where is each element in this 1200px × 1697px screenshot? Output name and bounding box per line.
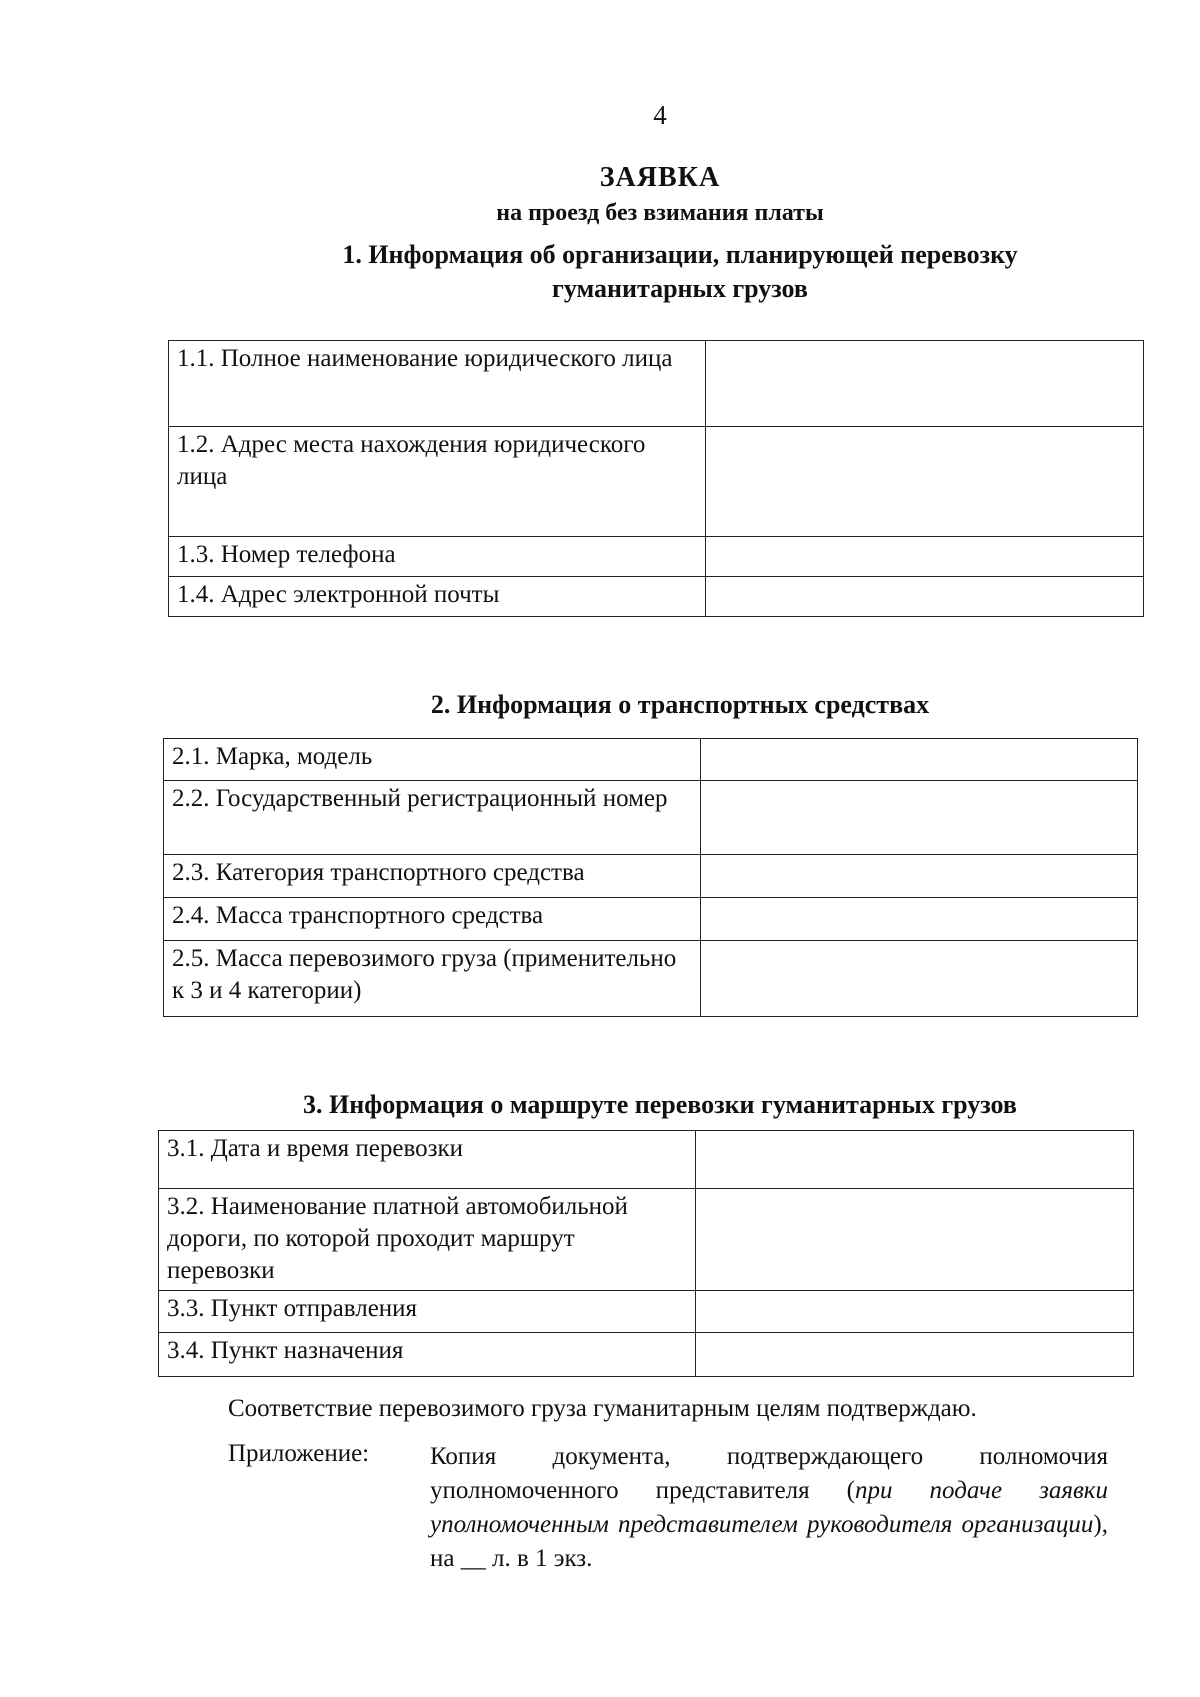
row-label: 2.2. Государственный регистрационный номер — [164, 781, 701, 855]
row-value-field[interactable] — [696, 1131, 1134, 1189]
row-label: 1.1. Полное наименование юридического лица — [169, 341, 706, 427]
row-value-field[interactable] — [706, 577, 1144, 617]
row-label: 2.3. Категория транспортного средства — [164, 855, 701, 898]
table-row — [164, 739, 1138, 781]
row-label: 2.5. Масса перевозимого груза (применительно к 3 и 4 категории) — [164, 941, 701, 1017]
document-subtitle: на проезд без взимания платы — [496, 200, 824, 226]
appendix-label: Приложение: — [228, 1440, 370, 1467]
appendix-text-italic: при подаче заявки уполномоченным представителем руководителя организации — [430, 1477, 1109, 1538]
row-value-field[interactable] — [696, 1189, 1134, 1291]
row-label: 1.3. Номер телефона — [169, 537, 706, 577]
row-value-field[interactable] — [706, 427, 1144, 537]
table-row — [169, 427, 1144, 537]
row-value-field[interactable] — [701, 781, 1138, 855]
row-label: 2.4. Масса транспортного средства — [164, 898, 701, 941]
document-title: ЗАЯВКА — [599, 162, 721, 193]
row-value-field[interactable] — [706, 537, 1144, 577]
section3-table — [158, 1130, 1134, 1377]
appendix-text — [430, 1440, 1108, 1576]
row-value-field[interactable] — [701, 898, 1138, 941]
row-value-field[interactable] — [696, 1291, 1134, 1333]
row-label: 1.2. Адрес места нахождения юридического лица — [169, 427, 706, 537]
row-label: 3.1. Дата и время перевозки — [159, 1131, 696, 1189]
table-row — [164, 941, 1138, 1017]
row-value-field[interactable] — [701, 855, 1138, 898]
section3-heading: 3. Информация о маршруте перевозки гуманитарных грузов — [303, 1090, 1017, 1119]
section1-table — [168, 340, 1144, 617]
table-row — [169, 341, 1144, 427]
row-label: 3.3. Пункт отправления — [159, 1291, 696, 1333]
row-label: 3.4. Пункт назначения — [159, 1333, 696, 1377]
table-row — [169, 577, 1144, 617]
row-value-field[interactable] — [701, 941, 1138, 1017]
section1-heading-line1: 1. Информация об организации, планирующей перевозку — [342, 240, 1018, 269]
section1-heading — [240, 238, 1120, 306]
row-value-field[interactable] — [696, 1333, 1134, 1377]
table-row — [164, 898, 1138, 941]
table-row — [159, 1189, 1134, 1291]
table-row — [164, 781, 1138, 855]
table-row — [164, 855, 1138, 898]
row-label: 2.1. Марка, модель — [164, 739, 701, 781]
row-value-field[interactable] — [706, 341, 1144, 427]
row-label: 3.2. Наименование платной автомобильной дороги, по которой проходит маршрут перевозки — [159, 1189, 696, 1291]
confirmation-statement: Соответствие перевозимого груза гуманитарным целям подтверждаю. — [228, 1395, 977, 1422]
table-row — [169, 537, 1144, 577]
section2-heading: 2. Информация о транспортных средствах — [430, 690, 930, 719]
appendix-text-part2: ), на __ л. в 1 экз. — [430, 1511, 1108, 1572]
table-row — [159, 1333, 1134, 1377]
row-label: 1.4. Адрес электронной почты — [169, 577, 706, 617]
table-row — [159, 1291, 1134, 1333]
table-row — [159, 1131, 1134, 1189]
page-number: 4 — [653, 100, 667, 130]
section2-table — [163, 738, 1138, 1017]
appendix-text-part1: Копия документа, подтверждающего полномочия уполномоченного представителя ( — [430, 1443, 1108, 1504]
section1-heading-line2: гуманитарных грузов — [552, 274, 808, 303]
row-value-field[interactable] — [701, 739, 1138, 781]
